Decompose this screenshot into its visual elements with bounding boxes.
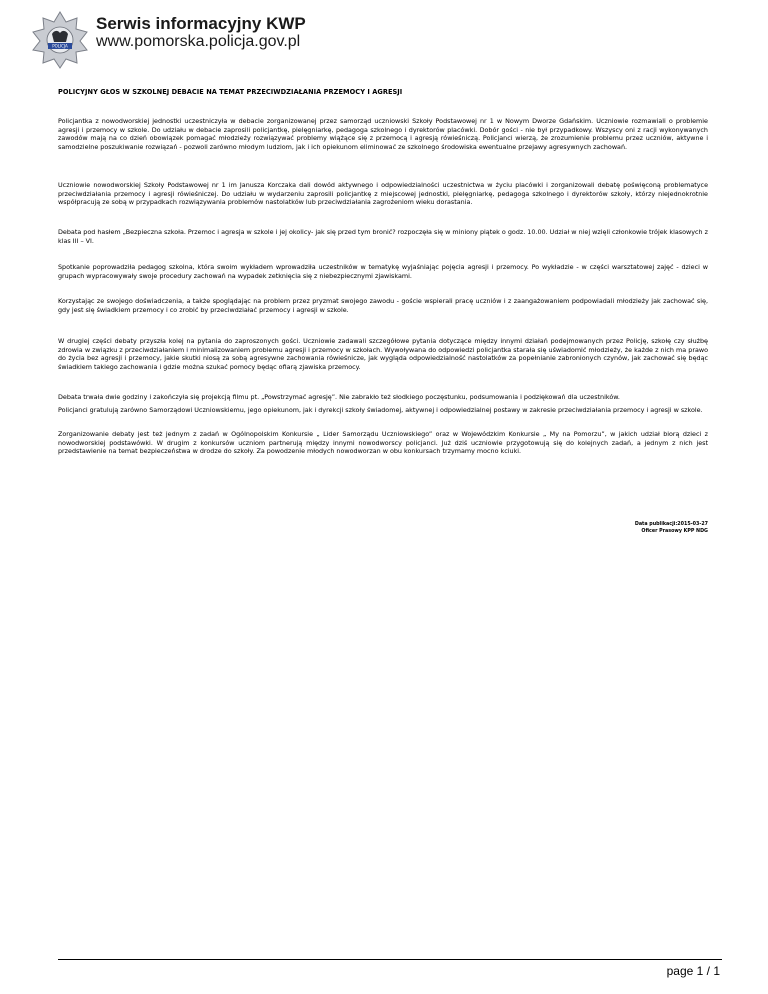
- article-paragraph: Uczniowie nowodworskiej Szkoły Podstawowej nr 1 im Janusza Korczaka dali dowód aktywnego i odpowiedzialności uczestnictwa w życiu placówki i zorganizowali debatę poświęconą problematyce przeciwdziałania przemocy i agresji rówieśniczej. Do udziału w wydarzeniu zaprosili policjantkę z miejscowej jednostki, pielęgniarkę, pedagoga szkolnego i dyrektorów szkoły, którzy niejednokrotnie współpracują ze sobą w przypadkach rozwiązywania problemów nastolatków lub przeciwdziałania zagrożeniom wieku dorastania.: [58, 181, 708, 207]
- badge-label: POLICJA: [52, 43, 68, 49]
- article-paragraph: Debata pod hasłem „Bezpieczna szkoła. Przemoc i agresja w szkole i jej okolicy- jak się przed tym bronić? rozpoczęła się w miniony piątek o godz. 10.00. Udział w niej wzięli członkowie trójek klasowych z klas III – VI.: [58, 228, 708, 245]
- article-paragraph: W drugiej części debaty przyszła kolej na pytania do zaproszonych gości. Uczniowie zadawali szczegółowe pytania dotyczące między innymi działań podejmowanych przez Policję, szkołę czy służbę zdrowia w związku z przeciwdziałaniem i minimalizowaniem problemu agresji i przemocy w szkołach. Wywoływana do odpowiedzi policjantka starała się uświadomić młodzieży, że każde z nich ma prawo do życia bez agresji i przemocy, jakie skutki niosą za sobą agresywne zachowania rówieśnicze, jak wygląda odpowiedzialność nastolatków za popełnianie zabronionych czynów, jak zachować się będąc świadkiem takiego zachowania i gdzie można szukać pomocy będąc ofiarą zjawiska przemocy.: [58, 337, 708, 371]
- article-paragraph: Korzystając ze swojego doświadczenia, a także spoglądając na problem przez pryzmat swojego zawodu - goście wspierali pracę uczniów i z zaangażowaniem podpowiadali młodzieży jak zachować się, gdy jest się świadkiem przemocy i co zrobić by przeciwdziałać przemocy i agresji w szkole.: [58, 297, 708, 314]
- article-paragraph: Policjantka z nowodworskiej jednostki uczestniczyła w debacie zorganizowanej przez samorząd uczniowski Szkoły Podstawowej nr 1 w Nowym Dworze Gdańskim. Uczniowie rozmawiali o problemie agresji i przemocy w szkole. Do udziału w debacie zaprosili policjantkę, pielęgniarkę, pedagoga szkolnego i dyrektorów placówki. Dobór gości - nie był przypadkowy. Wszyscy oni z racji wykonywanych zawodów mają na co dzień obowiązek pomagać młodzieży rozwiązywać problemy wiążące się z przemocą i agresją rówieśniczą. Policjanci wierzą, że zrozumienie problemu przez uczniów, aktywne i samodzielne poszukiwanie rozwiązań - pozwoli zarówno młodym ludziom, jak i ich opiekunom eliminować ze szkolnego środowiska ewentualne przejawy agresywnych zachowań.: [58, 117, 708, 151]
- publication-meta: [635, 522, 708, 535]
- site-header: [30, 10, 730, 70]
- footer-divider: [58, 959, 722, 960]
- page-number: page 1 / 1: [666, 964, 720, 978]
- article-paragraph: Spotkanie poprowadziła pedagog szkolna, która swoim wykładem wprowadziła uczestników w tematykę wyjaśniając pojęcia agresji i przemocy. Po wykładzie - w części warsztatowej zajęć - dzieci w grupach wypracowywały swoje procedury zachowań na wypadek zetknięcia się z niebezpiecznymi zjawiskami.: [58, 263, 708, 280]
- author: Oficer Prasowy KPP NDG: [641, 528, 708, 534]
- article: [58, 88, 708, 456]
- site-url: www.pomorska.policja.gov.pl: [96, 33, 301, 50]
- article-paragraph: Debata trwała dwie godziny i zakończyła się projekcją filmu pt. „Powstrzymać agresję”. Nie zabrakło też słodkiego poczęstunku, podsumowania i podziękowań dla uczestników.: [58, 393, 620, 401]
- article-title: POLICYJNY GŁOS W SZKOLNEJ DEBACIE NA TEMAT PRZECIWDZIAŁANIA PRZEMOCY I AGRESJI: [58, 88, 403, 96]
- police-badge-icon: [30, 10, 90, 70]
- site-title: Serwis informacyjny KWP: [96, 14, 306, 33]
- publication-date: Data publikacji:2015-03-27: [634, 522, 708, 527]
- article-paragraph: Policjanci gratulują zarówno Samorządowi Uczniowskiemu, jego opiekunom, jak i dyrekcji szkoły świadomej, aktywnej i odpowiedzialnej postawy w zakresie przeciwdziałania przemocy i agresji w szkole.: [58, 406, 703, 414]
- article-paragraph: Zorganizowanie debaty jest też jednym z zadań w Ogólnopolskim Konkursie „ Lider Samorządu Uczniowskiego” oraz w Wojewódzkim Konkursie „ My na Pomorzu”, w jakich udział biorą dzieci z nowodworskiej podstawówki. W drugim z konkursów uczniom partnerują między innymi nowodworscy policjanci. Już dziś uczniowie przygotowują się do kolejnych zadań, a jednym z nich jest przedstawienie na temat bezpieczeństwa w drodze do szkoły. Za powodzenie młodych nowodworzan w obu konkursach trzymamy mocno kciuki.: [58, 430, 708, 456]
